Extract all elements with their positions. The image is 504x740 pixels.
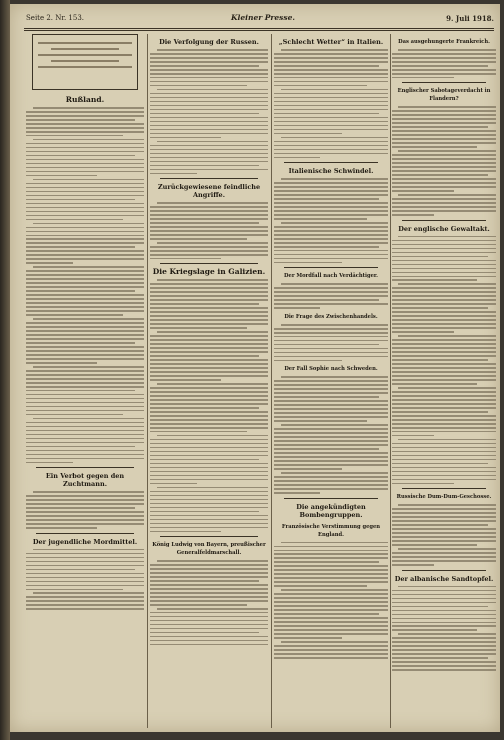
section-divider [402, 82, 486, 83]
headline: Russische Dum-Dum-Geschosse. [396, 494, 492, 501]
column-rule [390, 34, 391, 728]
article-body [150, 560, 268, 645]
article-body [274, 49, 388, 158]
headline: Der Fall Sophie nach Schweden. [284, 366, 378, 373]
header-rule [24, 28, 494, 29]
section-divider [160, 263, 258, 264]
section-divider [160, 536, 258, 537]
page-number: Seite 2. Nr. 153. [26, 14, 85, 22]
article-body [26, 107, 144, 463]
headline: Die Frage des Zwischenhandels. [284, 313, 378, 320]
section-divider [36, 533, 134, 534]
headline: Zurückgewiesene feindliche Angriffe. [157, 183, 261, 200]
article-body [274, 324, 388, 361]
column-rule [147, 34, 148, 728]
headline: Die angekündigten Bombengruppen. [296, 502, 366, 519]
article-body [392, 49, 496, 78]
section-divider [160, 178, 258, 179]
headline: König Ludwig von Bayern, preußischer Generalfeldmarschall. [152, 542, 266, 557]
column-4 [392, 34, 496, 728]
section-divider [284, 498, 378, 499]
article-body [274, 542, 388, 659]
section-divider [36, 467, 134, 468]
headline: Der englische Gewaltakt. [398, 224, 490, 233]
masthead: Kleiner Presse. [231, 13, 295, 22]
column-2 [150, 34, 268, 728]
article-body [150, 49, 268, 174]
column-rule [271, 34, 272, 728]
article-body [392, 504, 496, 565]
article-body [150, 202, 268, 259]
section-divider [284, 267, 378, 268]
section-divider [284, 162, 378, 163]
headline: Der jugendliche Mordmittel. [32, 537, 138, 546]
article-body [392, 106, 496, 215]
header-rule-2 [24, 30, 494, 31]
article-body [392, 586, 496, 671]
section-divider [402, 570, 486, 571]
headline: Ein Verbot gegen den Zuchtmann. [45, 472, 125, 489]
subheadline: Französische Verstimmung gegen England. [281, 523, 381, 538]
column-1 [26, 34, 144, 728]
column-3 [274, 34, 388, 728]
issue-date: 9. Juli 1918. [446, 14, 494, 23]
headline: Italienische Schwindel. [288, 167, 374, 176]
headline: Die Kriegslage in Galizien. [152, 267, 266, 277]
binding-gutter [0, 0, 10, 740]
headline: Englischer Sabotageverdacht in Flandern? [397, 88, 491, 103]
article-body [26, 549, 144, 610]
headline: Rußland. [65, 95, 105, 104]
article-body [26, 491, 144, 528]
article-body [274, 283, 388, 309]
boxed-notice [32, 34, 138, 90]
newspaper-page [10, 4, 500, 732]
headline: „Schlecht Wetter“ in Italien. [278, 38, 384, 46]
section-divider [402, 220, 486, 221]
article-body [274, 376, 388, 493]
article-body [274, 178, 388, 263]
headline: Der Mordfall nach Verdächtiger. [284, 273, 378, 280]
section-divider [402, 488, 486, 489]
page-header [26, 12, 500, 26]
headline: Das ausgehungerte Frankreich. [398, 39, 490, 45]
headline: Der albanische Sandtopfel. [394, 574, 494, 583]
article-body [150, 279, 268, 532]
headline: Die Verfolgung der Russen. [159, 38, 259, 46]
article-body [392, 236, 496, 485]
